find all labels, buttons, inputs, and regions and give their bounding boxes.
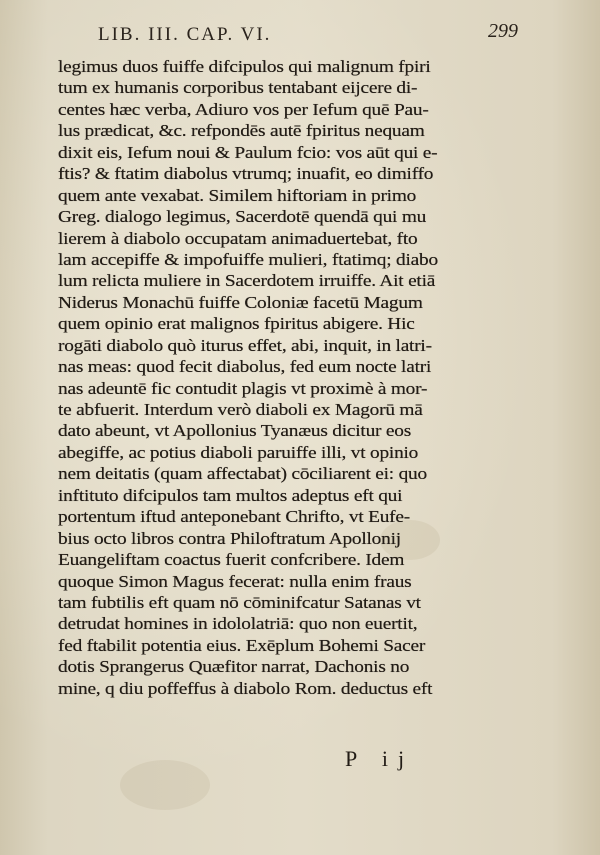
text-line: tam fubtilis eft quam nō cōminifcatur Satanas vt <box>58 592 421 612</box>
paper-stain <box>120 760 210 810</box>
text-line: nem deitatis (quam affectabat) cōciliarent ei: quo <box>58 464 427 484</box>
text-line: abegiffe, ac potius diaboli paruiffe illi, vt opinio <box>58 442 419 462</box>
text-line: dotis Sprangerus Quæfitor narrat, Dachonis no <box>58 657 410 677</box>
page-header <box>98 20 518 50</box>
text-line: tum ex humanis corporibus tentabant eijcere di- <box>58 78 418 98</box>
body-text <box>58 56 458 699</box>
text-line: centes hæc verba, Adiuro vos per Iefum quē Pau- <box>58 99 429 119</box>
text-line: mine, q diu poffeffus à diabolo Rom. deductus eft <box>58 678 433 698</box>
text-line: te abfuerit. Interdum verò diaboli ex Magorū mā <box>58 400 423 419</box>
folio-number: 299 <box>488 20 518 42</box>
running-head: LIB. III. CAP. VI. <box>98 24 272 45</box>
text-line: inftituto difcipulos tam multos adeptus eft qui <box>58 485 403 505</box>
text-line: legimus duos fuiffe difcipulos qui malignum fpiri <box>58 57 431 76</box>
text-line: Niderus Monachū fuiffe Coloniæ facetū Magum <box>58 292 423 312</box>
text-line: ftis? & ftatim diabolus vtrumq; inuafit, eo dimiffo <box>58 164 434 184</box>
text-line: lum relicta muliere in Sacerdotem irruiffe. Ait etiā <box>58 271 436 291</box>
text-line: fed ftabilit potentia eius. Exēplum Bohemi Sacer <box>58 635 426 655</box>
text-line: dato abeunt, vt Apollonius Tyanæus dicitur eos <box>58 421 412 441</box>
text-line: Greg. dialogo legimus, Sacerdotē quendā qui mu <box>58 207 427 227</box>
text-line: nas meas: quod fecit diabolus, fed eum nocte latri <box>58 357 432 377</box>
text-line: portentum iftud anteponebant Chrifto, vt Eufe- <box>58 507 410 527</box>
text-line: Euangeliftam coactus fuerit confcribere. Idem <box>58 550 405 570</box>
text-line: detrudat homines in idololatriā: quo non euertit, <box>58 614 418 634</box>
text-line: lam accepiffe & impofuiffe mulieri, ftatimq; diabo <box>58 249 438 269</box>
text-line: lus prædicat, &c. refpondēs autē fpiritus nequam <box>58 121 425 141</box>
text-line: lierem à diabolo occupatam animaduertebat, fto <box>58 228 418 248</box>
text-line: rogāti diabolo quò iturus effet, abi, inquit, in latri- <box>58 335 432 355</box>
text-line: quem ante vexabat. Similem hiftoriam in primo <box>58 185 417 205</box>
text-line: bius octo libros contra Philoftratum Apollonij <box>58 528 401 548</box>
signature-mark: P ij <box>345 746 415 771</box>
text-line: nas adeuntē fic contudit plagis vt proximè à mor- <box>58 378 428 398</box>
text-line: dixit eis, Iefum noui & Paulum fcio: vos aūt qui e- <box>58 142 438 162</box>
text-line: quoque Simon Magus fecerat: nulla enim fraus <box>58 571 412 591</box>
text-line: quem opinio erat malignos fpiritus abigere. Hic <box>58 314 415 334</box>
